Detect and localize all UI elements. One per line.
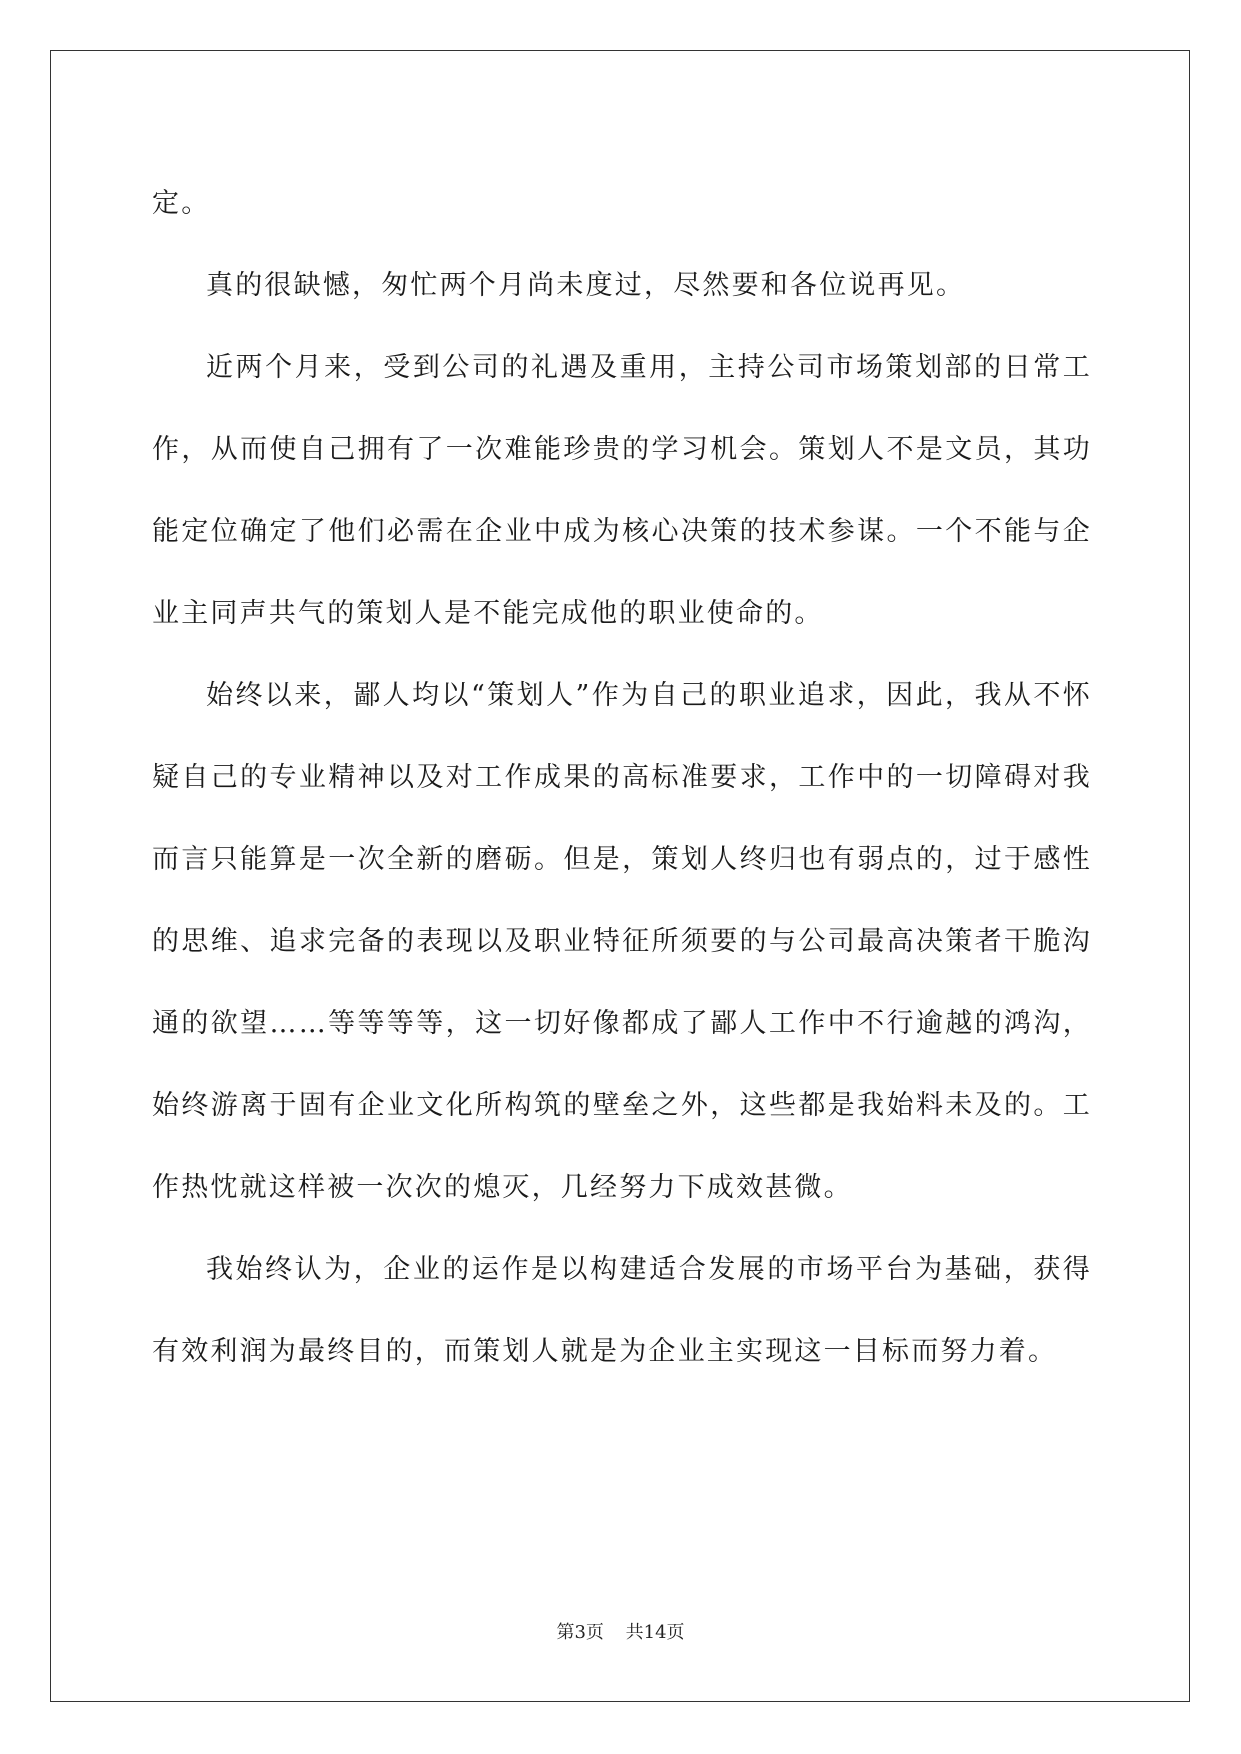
paragraph-5: 我始终认为，企业的运作是以构建适合发展的市场平台为基础，获得有效利润为最终目的，而策划人就是为企业主实现这一目标而努力着。 bbox=[152, 1254, 1092, 1367]
paragraph-3: 近两个月来，受到公司的礼遇及重用，主持公司市场策划部的日常工作，从而使自己拥有了一次难能珍贵的学习机会。策划人不是文员，其功能定位确定了他们必需在企业中成为核心决策的技术参谋。一个不能与企业主同声共气的策划人是不能完成他的职业使命的。 bbox=[152, 352, 1092, 629]
document-body bbox=[152, 163, 1092, 1393]
page-total: 共14页 bbox=[625, 1622, 685, 1643]
page-number: 第3页 bbox=[556, 1622, 604, 1643]
paragraph-2: 真的很缺憾，匆忙两个月尚未度过，尽然要和各位说再见。 bbox=[206, 270, 966, 301]
paragraph-4: 始终以来，鄙人均以“策划人”作为自己的职业追求，因此，我从不怀疑自己的专业精神以及对工作成果的高标准要求，工作中的一切障碍对我而言只能算是一次全新的磨砺。但是，策划人终归也有弱点的，过于感性的思维、追求完备的表现以及职业特征所须要的与公司最高决策者干脆沟通的欲望……等等等等，这一切好像都成了鄙人工作中不行逾越的鸿沟，始终游离于固有企业文化所构筑的壁垒之外，这些都是我始料未及的。工作热忱就这样被一次次的熄灭，几经努力下成效甚微。 bbox=[152, 680, 1092, 1203]
page-footer bbox=[0, 1618, 1241, 1644]
paragraph-1: 定。 bbox=[152, 188, 211, 219]
